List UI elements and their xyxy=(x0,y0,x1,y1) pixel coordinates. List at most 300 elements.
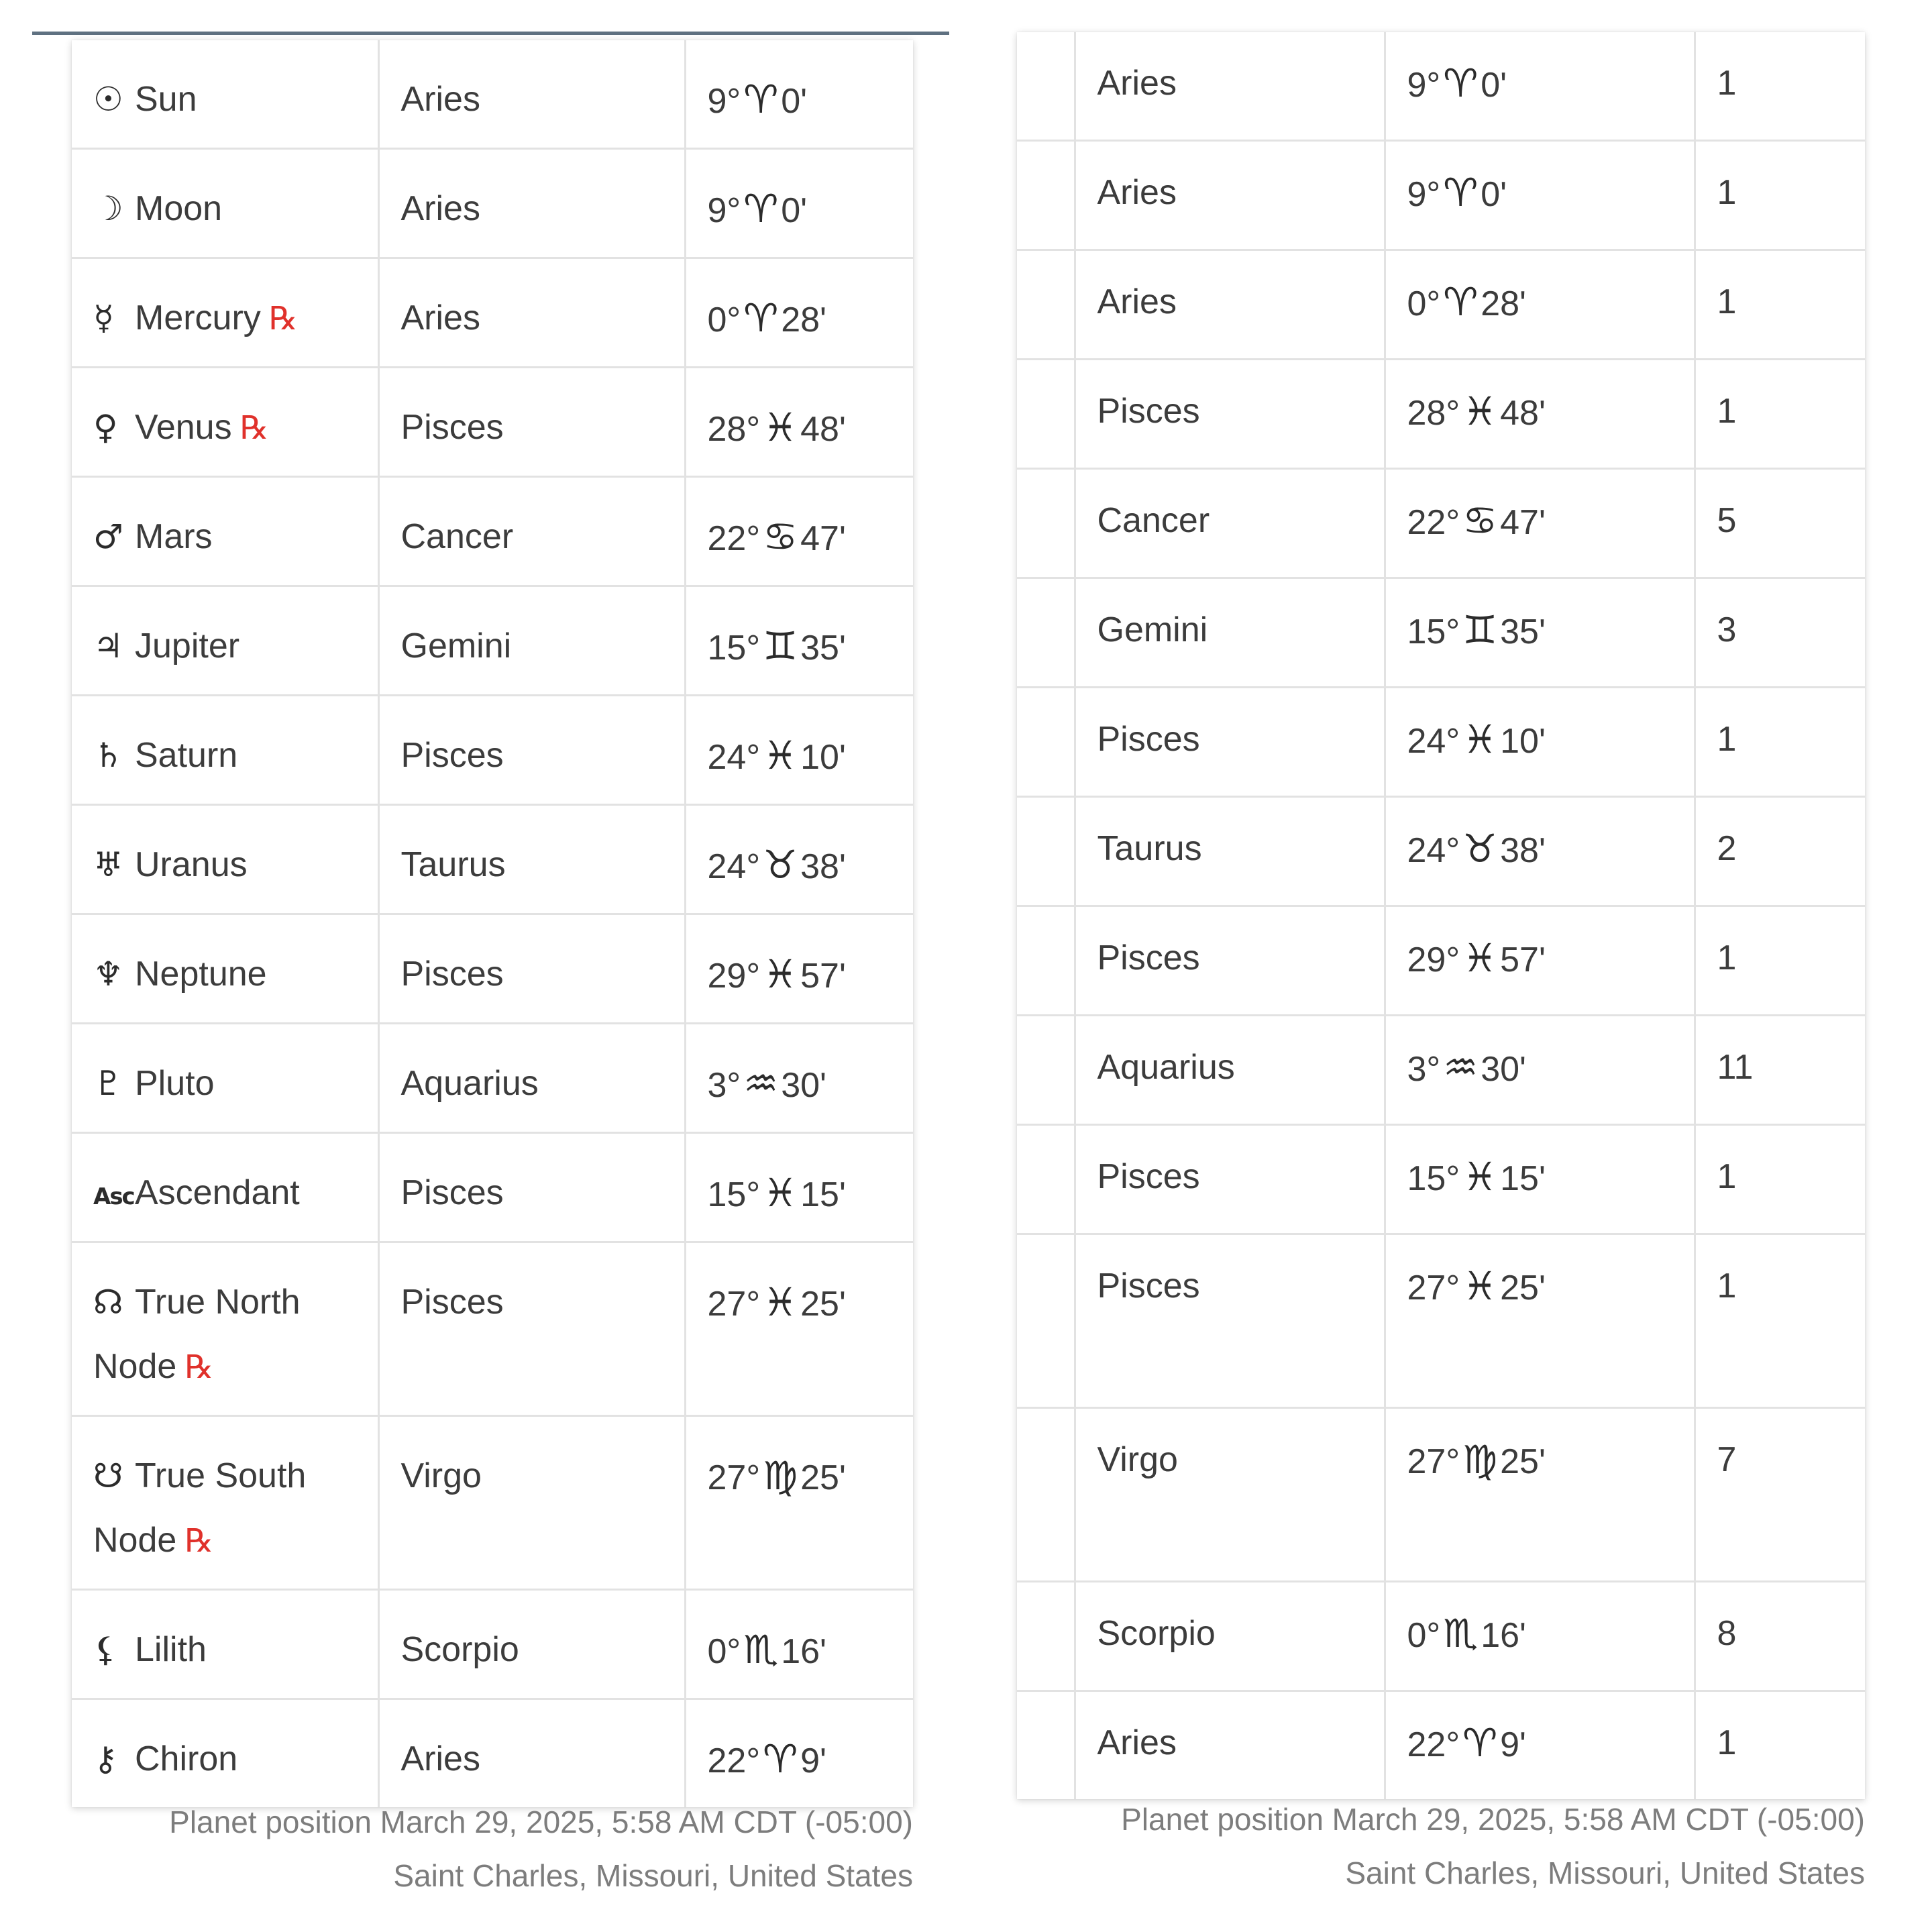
position-value xyxy=(708,1161,846,1227)
planet-cell-cropped xyxy=(1017,1408,1075,1582)
table-row xyxy=(72,1590,913,1699)
planet-cell-cropped xyxy=(1017,906,1075,1016)
minutes: 15' xyxy=(1500,1159,1546,1198)
minutes: 0' xyxy=(1481,66,1507,105)
chart-caption-left xyxy=(72,1795,913,1902)
planet-cell xyxy=(72,1024,378,1133)
planet-positions-table-left xyxy=(72,40,913,1807)
position-value xyxy=(708,1617,827,1684)
pisces-icon: ♓ xyxy=(763,405,798,450)
sign-name: Aquarius xyxy=(1097,1048,1235,1087)
degree: 9° xyxy=(1407,175,1441,214)
planet-cell-cropped xyxy=(1017,360,1075,469)
table-row xyxy=(72,1416,913,1590)
minutes: 48' xyxy=(1500,394,1546,433)
sign-name: Pisces xyxy=(400,955,504,994)
sign-name: Aries xyxy=(400,189,480,228)
chiron-icon: ⚷ xyxy=(93,1739,118,1778)
position-cell xyxy=(1385,469,1695,578)
sign-name: Pisces xyxy=(1097,720,1200,759)
sign-name: Pisces xyxy=(1097,938,1200,977)
position-cell xyxy=(1385,688,1695,797)
cancer-icon: ♋ xyxy=(763,514,798,559)
minutes: 16' xyxy=(1481,1616,1526,1655)
sign-name: Taurus xyxy=(400,845,506,884)
minutes: 28' xyxy=(1481,284,1526,323)
minutes: 38' xyxy=(800,847,846,886)
sign-cell xyxy=(378,805,685,914)
sign-cell xyxy=(1075,906,1385,1016)
position-value xyxy=(708,1051,827,1118)
sign-name: Pisces xyxy=(1097,1157,1200,1196)
position-value xyxy=(708,286,827,352)
planet-cell-cropped xyxy=(1017,1582,1075,1691)
sign-cell xyxy=(378,368,685,477)
position-cell xyxy=(685,40,913,149)
house-number: 1 xyxy=(1717,1267,1737,1305)
table-row xyxy=(72,696,913,805)
position-cell xyxy=(1385,1125,1695,1234)
sign-name: Pisces xyxy=(400,1173,504,1212)
position-cell xyxy=(685,696,913,805)
position-cell xyxy=(685,1590,913,1699)
scorpio-icon: ♏ xyxy=(743,1627,779,1672)
minutes: 9' xyxy=(1500,1725,1526,1764)
pisces-icon: ♓ xyxy=(1462,1154,1498,1199)
degree: 9° xyxy=(707,82,741,121)
house-number: 8 xyxy=(1717,1614,1737,1653)
aries-icon: ♈ xyxy=(1462,1720,1498,1766)
house-number: 11 xyxy=(1717,1048,1754,1087)
house-cell xyxy=(1695,469,1865,578)
planet-cell-cropped xyxy=(1017,469,1075,578)
mercury-icon: ☿ xyxy=(93,299,114,337)
planet-name: Jupiter xyxy=(135,627,240,665)
position-value xyxy=(1407,1035,1527,1102)
sign-cell xyxy=(1075,360,1385,469)
position-cell xyxy=(685,1699,913,1808)
position-value xyxy=(708,67,808,133)
planet-cell xyxy=(72,696,378,805)
caption-location: Saint Charles, Missouri, United States xyxy=(393,1858,913,1893)
planet-cell-cropped xyxy=(1017,1125,1075,1234)
table-row xyxy=(1017,797,1865,906)
sign-cell xyxy=(378,1024,685,1133)
minutes: 9' xyxy=(800,1741,826,1780)
sign-cell xyxy=(378,1416,685,1590)
sign-cell xyxy=(378,696,685,805)
sign-name: Virgo xyxy=(400,1456,482,1495)
sign-name: Scorpio xyxy=(400,1630,519,1669)
position-cell xyxy=(1385,360,1695,469)
position-cell xyxy=(1385,250,1695,360)
position-value xyxy=(708,395,846,462)
aries-icon: ♈ xyxy=(743,76,779,122)
minutes: 38' xyxy=(1500,831,1546,870)
table-row xyxy=(72,40,913,149)
minutes: 15' xyxy=(800,1175,846,1214)
position-value xyxy=(708,723,846,790)
position-cell xyxy=(1385,578,1695,688)
position-cell xyxy=(685,914,913,1024)
table-row xyxy=(72,149,913,258)
position-value xyxy=(1407,1254,1546,1320)
sign-cell xyxy=(378,1590,685,1699)
position-cell xyxy=(685,258,913,368)
planet-cell xyxy=(72,805,378,914)
table-row xyxy=(1017,250,1865,360)
position-cell xyxy=(685,805,913,914)
table-row xyxy=(72,1024,913,1133)
caption-location: Saint Charles, Missouri, United States xyxy=(1345,1856,1865,1890)
sign-cell xyxy=(378,477,685,586)
sun-icon: ☉ xyxy=(93,80,123,119)
pisces-icon: ♓ xyxy=(1462,716,1498,762)
minutes: 48' xyxy=(800,410,846,449)
degree: 22° xyxy=(1407,1725,1460,1764)
table-row xyxy=(1017,1125,1865,1234)
table-row xyxy=(1017,1234,1865,1408)
sign-cell xyxy=(378,1133,685,1242)
planet-cell-cropped xyxy=(1017,141,1075,250)
position-value xyxy=(708,1727,827,1793)
planet-name: Uranus xyxy=(135,845,248,884)
planet-cell-cropped xyxy=(1017,32,1075,141)
minutes: 0' xyxy=(781,82,808,121)
minutes: 30' xyxy=(781,1066,826,1105)
position-cell xyxy=(685,1416,913,1590)
table-row xyxy=(1017,578,1865,688)
sign-name: Pisces xyxy=(400,736,504,775)
planet-name: Moon xyxy=(135,189,223,228)
aries-icon: ♈ xyxy=(1443,279,1479,325)
planet-table xyxy=(72,40,913,1807)
caption-date: Planet position March 29, 2025, 5:58 AM CDT (-05:00) xyxy=(169,1805,913,1839)
sign-cell xyxy=(378,258,685,368)
cancer-icon: ♋ xyxy=(1462,498,1498,543)
position-cell xyxy=(685,368,913,477)
sign-name: Aries xyxy=(1097,1723,1177,1762)
sign-name: Pisces xyxy=(1097,1267,1200,1305)
position-value xyxy=(1407,51,1507,117)
position-value xyxy=(1407,598,1546,664)
position-value xyxy=(1407,488,1546,555)
position-value xyxy=(1407,1144,1546,1211)
sign-name: Aries xyxy=(1097,173,1177,212)
chart-caption-right xyxy=(1017,1792,1865,1900)
house-number: 1 xyxy=(1717,1157,1737,1196)
sign-cell xyxy=(1075,469,1385,578)
house-cell xyxy=(1695,1016,1865,1125)
degree: 0° xyxy=(707,1632,741,1671)
degree: 22° xyxy=(707,519,761,558)
virgo-icon: ♍ xyxy=(763,1453,798,1499)
planet-cell-cropped xyxy=(1017,578,1075,688)
table-row xyxy=(1017,469,1865,578)
planet-cell-cropped xyxy=(1017,797,1075,906)
sign-name: Virgo xyxy=(1097,1440,1178,1479)
table-row xyxy=(72,477,913,586)
degree: 3° xyxy=(707,1066,741,1105)
house-number: 1 xyxy=(1717,392,1737,431)
planet-cell-cropped xyxy=(1017,1016,1075,1125)
position-cell xyxy=(1385,797,1695,906)
table-row xyxy=(1017,32,1865,141)
sign-name: Aquarius xyxy=(400,1064,539,1103)
sign-cell xyxy=(378,40,685,149)
sign-cell xyxy=(378,586,685,696)
sign-cell xyxy=(378,1699,685,1808)
table-row xyxy=(1017,141,1865,250)
position-cell xyxy=(1385,1691,1695,1800)
aries-icon: ♈ xyxy=(743,295,779,341)
planet-cell xyxy=(72,477,378,586)
house-number: 1 xyxy=(1717,173,1737,212)
position-value xyxy=(1407,379,1546,445)
planet-cell xyxy=(72,1133,378,1242)
position-cell xyxy=(685,477,913,586)
position-value xyxy=(708,942,846,1008)
table-row xyxy=(1017,688,1865,797)
house-number: 2 xyxy=(1717,829,1737,868)
taurus-icon: ♉ xyxy=(763,842,798,888)
ascendant-icon: Asc xyxy=(93,1183,134,1210)
sign-cell xyxy=(1075,1125,1385,1234)
pisces-icon: ♓ xyxy=(1462,935,1498,981)
sign-cell xyxy=(1075,1408,1385,1582)
house-cell xyxy=(1695,360,1865,469)
degree: 27° xyxy=(707,1458,761,1497)
sign-name: Taurus xyxy=(1097,829,1202,868)
house-cell xyxy=(1695,1234,1865,1408)
position-value xyxy=(1407,1601,1527,1668)
planet-name: Pluto xyxy=(135,1064,215,1103)
sign-cell xyxy=(1075,688,1385,797)
position-value xyxy=(1407,160,1507,227)
degree: 9° xyxy=(707,191,741,230)
pisces-icon: ♓ xyxy=(1462,1263,1498,1309)
planet-name: Mercury xyxy=(135,299,261,337)
minutes: 30' xyxy=(1481,1050,1526,1089)
position-value xyxy=(1407,707,1546,773)
planet-name: Ascendant xyxy=(135,1173,300,1212)
house-cell xyxy=(1695,906,1865,1016)
planet-name: Saturn xyxy=(135,736,238,775)
house-cell xyxy=(1695,578,1865,688)
position-cell xyxy=(1385,1234,1695,1408)
degree: 9° xyxy=(1407,66,1441,105)
planet-cell xyxy=(72,1242,378,1416)
table-row xyxy=(72,805,913,914)
planet-name: Sun xyxy=(135,80,197,119)
planet-cell xyxy=(72,368,378,477)
position-cell xyxy=(1385,1408,1695,1582)
position-value xyxy=(1407,816,1546,883)
minutes: 28' xyxy=(781,301,826,339)
retrograde-icon: ℞ xyxy=(184,1348,214,1386)
sign-cell xyxy=(378,1242,685,1416)
degree: 28° xyxy=(707,410,761,449)
position-cell xyxy=(685,149,913,258)
minutes: 57' xyxy=(1500,941,1546,979)
position-cell xyxy=(685,1242,913,1416)
degree: 27° xyxy=(1407,1269,1460,1307)
sign-cell xyxy=(1075,797,1385,906)
sign-name: Aries xyxy=(400,299,480,337)
position-cell xyxy=(1385,906,1695,1016)
degree: 22° xyxy=(707,1741,761,1780)
minutes: 0' xyxy=(1481,175,1507,214)
planet-name: Venus xyxy=(135,408,232,447)
sign-name: Scorpio xyxy=(1097,1614,1216,1653)
scorpio-icon: ♏ xyxy=(1443,1611,1479,1656)
table-row xyxy=(1017,1582,1865,1691)
degree: 0° xyxy=(1407,1616,1441,1655)
pisces-icon: ♓ xyxy=(1462,388,1498,434)
aries-icon: ♈ xyxy=(743,186,779,231)
house-cell xyxy=(1695,1691,1865,1800)
pluto-icon: ♇ xyxy=(93,1064,123,1103)
table-row xyxy=(72,1242,913,1416)
sign-name: Aries xyxy=(400,1739,480,1778)
house-cell xyxy=(1695,1125,1865,1234)
planet-cell-cropped xyxy=(1017,1691,1075,1800)
planet-positions-table-right xyxy=(1017,32,1865,1799)
table-row xyxy=(72,368,913,477)
position-value xyxy=(708,1444,846,1510)
aries-icon: ♈ xyxy=(1443,60,1479,106)
virgo-icon: ♍ xyxy=(1462,1437,1498,1483)
minutes: 25' xyxy=(800,1458,846,1497)
sign-name: Pisces xyxy=(1097,392,1200,431)
lilith-icon: ⚸ xyxy=(93,1630,118,1669)
saturn-icon: ♄ xyxy=(93,736,123,775)
house-cell xyxy=(1695,32,1865,141)
minutes: 10' xyxy=(800,738,846,777)
position-cell xyxy=(685,1024,913,1133)
sign-cell xyxy=(1075,1234,1385,1408)
position-cell xyxy=(1385,1016,1695,1125)
planet-cell-cropped xyxy=(1017,250,1075,360)
retrograde-icon: ℞ xyxy=(268,300,298,337)
sign-name: Pisces xyxy=(400,408,504,447)
table-row xyxy=(72,914,913,1024)
caption-date: Planet position March 29, 2025, 5:58 AM CDT (-05:00) xyxy=(1121,1802,1865,1837)
table-row xyxy=(72,1133,913,1242)
position-cell xyxy=(685,586,913,696)
sign-name: Aries xyxy=(400,80,480,119)
position-value xyxy=(708,1270,846,1336)
table-row xyxy=(1017,906,1865,1016)
minutes: 16' xyxy=(781,1632,826,1671)
house-number: 7 xyxy=(1717,1440,1737,1479)
house-cell xyxy=(1695,688,1865,797)
minutes: 57' xyxy=(800,957,846,996)
venus-icon: ♀ xyxy=(93,408,118,447)
sign-cell xyxy=(1075,1691,1385,1800)
aquarius-icon: ♒ xyxy=(743,1061,779,1106)
position-cell xyxy=(1385,141,1695,250)
position-cell xyxy=(1385,1582,1695,1691)
house-cell xyxy=(1695,141,1865,250)
house-cell xyxy=(1695,1408,1865,1582)
table-row xyxy=(1017,1691,1865,1800)
moon-icon: ☽ xyxy=(93,189,123,228)
degree: 24° xyxy=(707,738,761,777)
planet-name: True South Node xyxy=(93,1456,307,1560)
minutes: 35' xyxy=(800,629,846,667)
house-cell xyxy=(1695,797,1865,906)
pisces-icon: ♓ xyxy=(763,1170,798,1216)
planet-cell xyxy=(72,1590,378,1699)
sign-cell xyxy=(378,914,685,1024)
planet-cell xyxy=(72,258,378,368)
degree: 27° xyxy=(1407,1442,1460,1481)
sign-name: Pisces xyxy=(400,1283,504,1322)
position-value xyxy=(708,504,846,571)
table-row xyxy=(72,258,913,368)
degree: 15° xyxy=(707,629,761,667)
planet-cell xyxy=(72,1699,378,1808)
planet-cell xyxy=(72,914,378,1024)
planet-name: Neptune xyxy=(135,955,267,994)
house-cell xyxy=(1695,250,1865,360)
minutes: 35' xyxy=(1500,612,1546,651)
house-cell xyxy=(1695,1582,1865,1691)
position-value xyxy=(1407,1428,1546,1494)
planet-name: Chiron xyxy=(135,1739,238,1778)
position-value xyxy=(708,833,846,899)
minutes: 25' xyxy=(1500,1442,1546,1481)
minutes: 0' xyxy=(781,191,808,230)
position-cell xyxy=(685,1133,913,1242)
minutes: 47' xyxy=(1500,503,1546,542)
sign-cell xyxy=(1075,578,1385,688)
gemini-icon: ♊ xyxy=(763,623,798,669)
pisces-icon: ♓ xyxy=(763,1279,798,1325)
degree: 28° xyxy=(1407,394,1460,433)
sign-cell xyxy=(1075,141,1385,250)
degree: 29° xyxy=(707,957,761,996)
degree: 27° xyxy=(707,1285,761,1324)
house-number: 1 xyxy=(1717,938,1737,977)
retrograde-icon: ℞ xyxy=(239,409,269,447)
degree: 0° xyxy=(707,301,741,339)
planet-cell-cropped xyxy=(1017,688,1075,797)
neptune-icon: ♆ xyxy=(93,955,123,994)
house-table xyxy=(1017,32,1865,1799)
position-value xyxy=(1407,270,1527,336)
sign-name: Aries xyxy=(1097,282,1177,321)
taurus-icon: ♉ xyxy=(1462,826,1498,871)
table-row xyxy=(72,586,913,696)
planet-name: True North Node xyxy=(93,1283,301,1386)
sign-cell xyxy=(1075,1016,1385,1125)
house-number: 1 xyxy=(1717,64,1737,103)
sign-cell xyxy=(1075,32,1385,141)
sign-name: Cancer xyxy=(1097,501,1210,540)
north-node-icon: ☊ xyxy=(93,1283,123,1322)
gemini-icon: ♊ xyxy=(1462,607,1498,653)
jupiter-icon: ♃ xyxy=(93,627,123,665)
table-row xyxy=(1017,1408,1865,1582)
planet-cell xyxy=(72,1416,378,1590)
house-number: 1 xyxy=(1717,282,1737,321)
planet-name: Lilith xyxy=(135,1630,207,1669)
top-rule xyxy=(32,32,949,35)
table-row xyxy=(1017,360,1865,469)
pisces-icon: ♓ xyxy=(763,733,798,778)
